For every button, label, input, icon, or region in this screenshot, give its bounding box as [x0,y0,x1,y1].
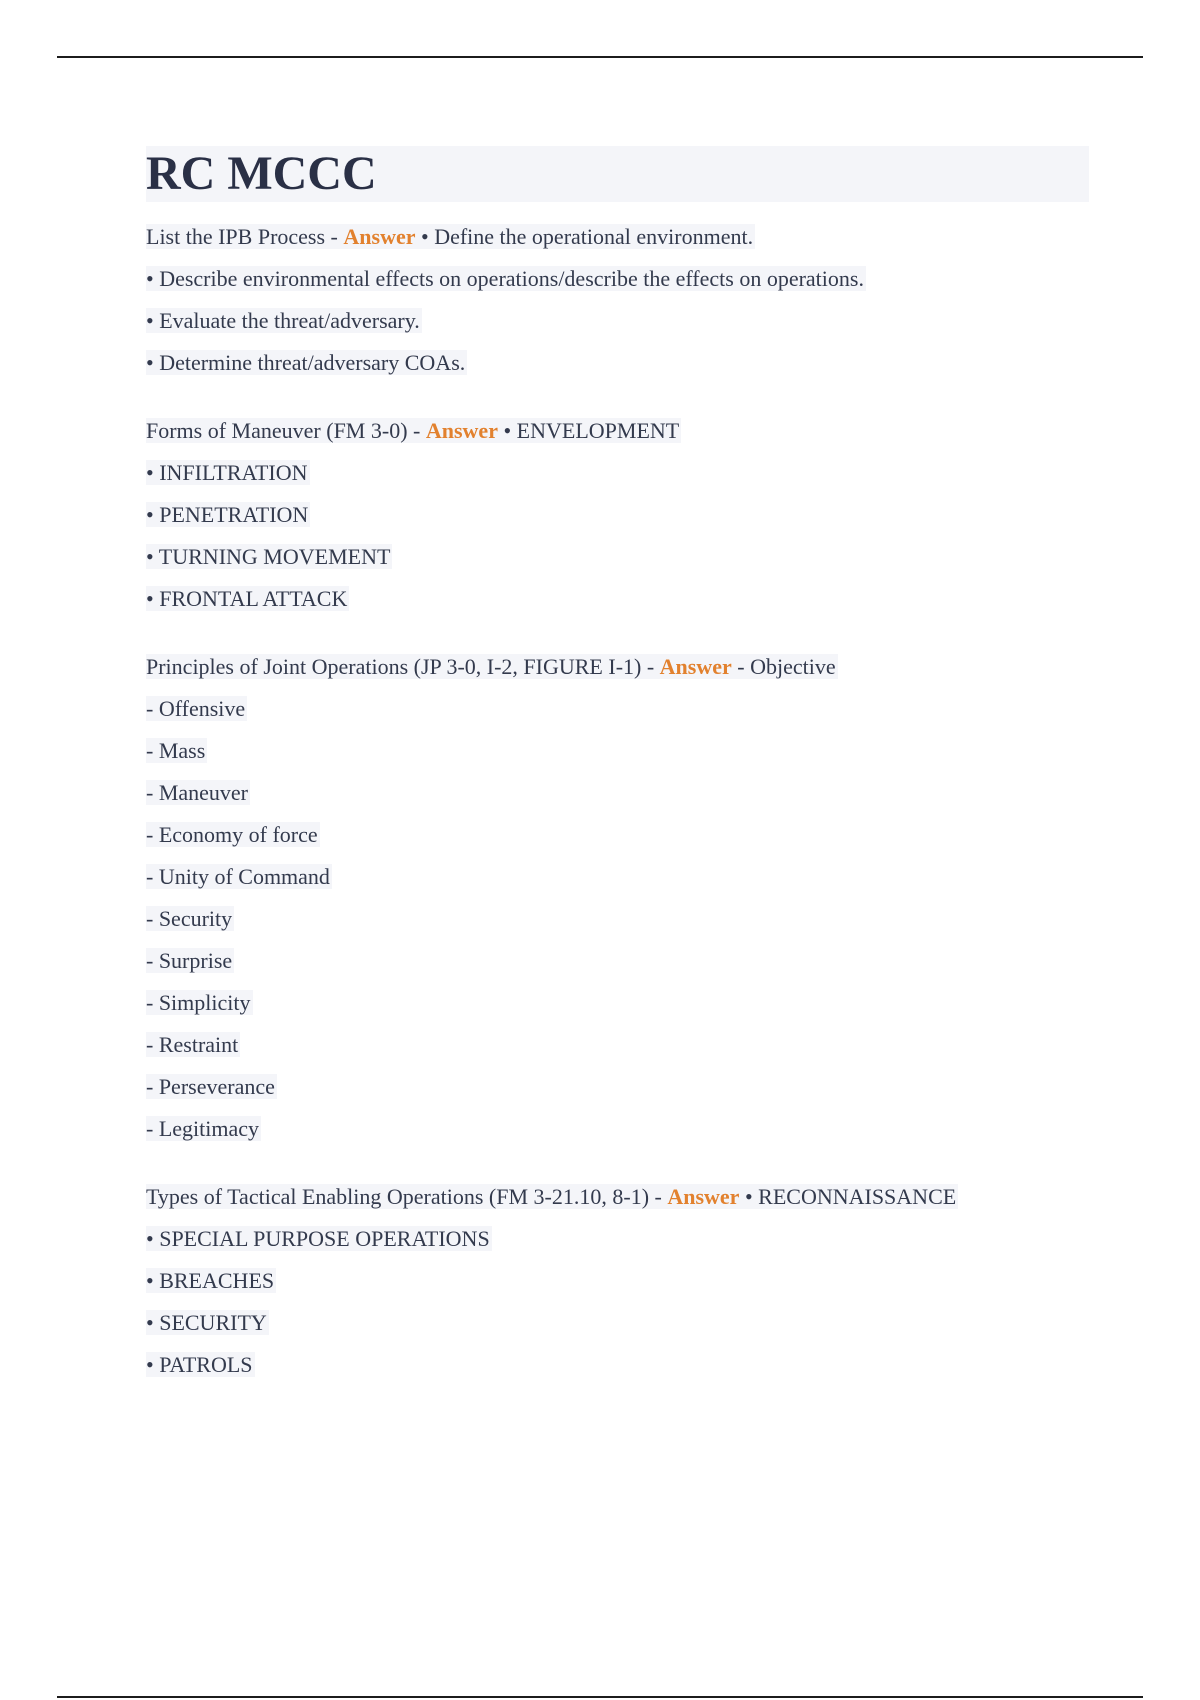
answer-first-item: • Define the operational environment. [415,224,754,249]
answer-label: Answer [425,418,498,443]
qa-block [146,654,1091,1142]
bottom-rule [57,1696,1143,1698]
question-line [146,418,1091,444]
answer-line: - Legitimacy [146,1116,260,1141]
answer-line: - Offensive [146,696,246,721]
question-line [146,1184,1091,1210]
qa-block [146,418,1091,612]
title-bar [146,146,1089,202]
answer-line: • BREACHES [146,1268,275,1293]
answer-line: • FRONTAL ATTACK [146,586,348,611]
answer-label: Answer [343,224,416,249]
answer-line: • SPECIAL PURPOSE OPERATIONS [146,1226,490,1251]
question-text: Types of Tactical Enabling Operations (FM 3-21.10, 8-1) - [146,1184,668,1209]
answer-label: Answer [659,654,732,679]
question-line [146,224,1091,250]
qa-block [146,1184,1091,1378]
answer-line: • PATROLS [146,1352,253,1377]
answer-line: • Describe environmental effects on operations/describe the effects on operations. [146,266,864,291]
document-body [146,146,1091,1420]
answer-label: Answer [667,1184,740,1209]
page-title: RC MCCC [146,147,377,200]
question-line [146,654,1091,680]
answer-line: - Perseverance [146,1074,275,1099]
answer-first-item: • RECONNAISSANCE [739,1184,957,1209]
answer-line: • SECURITY [146,1310,267,1335]
answer-line: - Maneuver [146,780,249,805]
answer-line: • PENETRATION [146,502,309,527]
answer-line: - Restraint [146,1032,239,1057]
question-text: Forms of Maneuver (FM 3-0) - [146,418,426,443]
qa-block [146,224,1091,376]
question-text: Principles of Joint Operations (JP 3-0, I-2, FIGURE I-1) - [146,654,660,679]
answer-line: - Surprise [146,948,233,973]
answer-first-item: - Objective [731,654,836,679]
answer-first-item: • ENVELOPMENT [497,418,680,443]
answer-line: • TURNING MOVEMENT [146,544,391,569]
answer-line: - Security [146,906,233,931]
answer-line: • INFILTRATION [146,460,308,485]
answer-line: • Determine threat/adversary COAs. [146,350,466,375]
top-rule [57,56,1143,58]
answer-line: - Simplicity [146,990,251,1015]
question-text: List the IPB Process - [146,224,344,249]
answer-line: - Unity of Command [146,864,330,889]
answer-line: - Economy of force [146,822,318,847]
answer-line: - Mass [146,738,206,763]
answer-line: • Evaluate the threat/adversary. [146,308,420,333]
